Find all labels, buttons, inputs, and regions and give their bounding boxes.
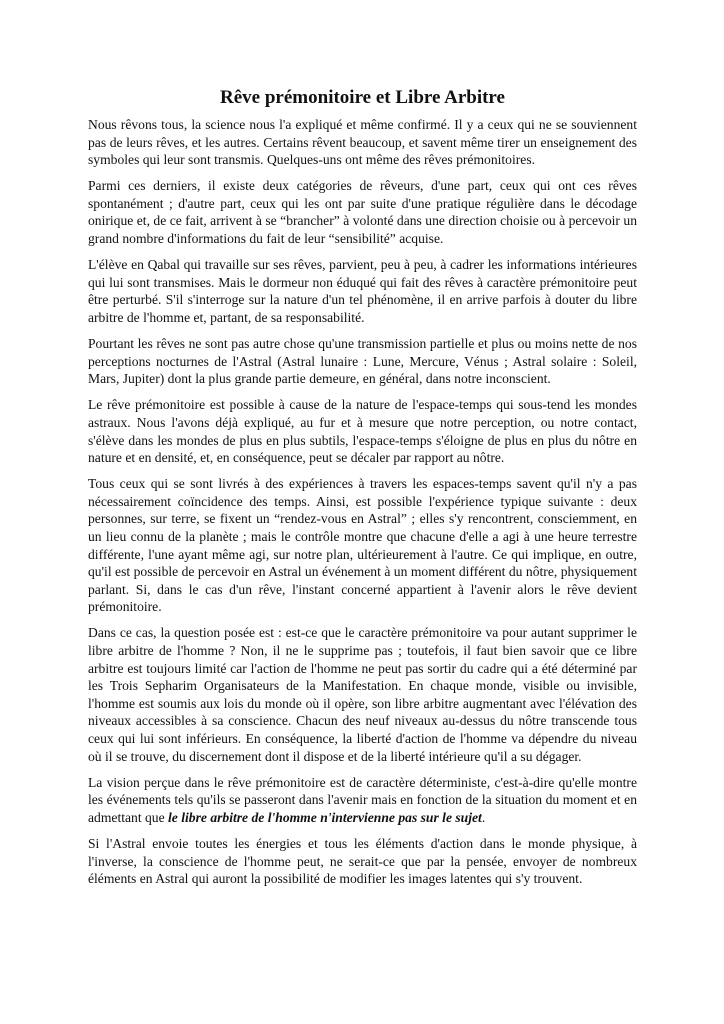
paragraph-1: Nous rêvons tous, la science nous l'a expliqué et même confirmé. Il y a ceux qui ne se souviennent pas de leurs rêves, et les autres. Certains rêvent beaucoup, et savent même tirer un enseignement des symboles qui leur sont transmis. Quelques-uns ont même des rêves prémonitoires. bbox=[88, 117, 637, 168]
paragraph-3: L'élève en Qabal qui travaille sur ses rêves, parvient, peu à peu, à cadrer les informations intérieures qui lui sont transmises. Mais le dormeur non éduqué qui fait des rêves à caractère prémonitoire peut être perturbé. S'il s'interroge sur la nature d'un tel phénomène, il en arrive parfois à douter du libre arbitre de l'homme et, partant, de sa responsabilité. bbox=[88, 257, 637, 325]
paragraph-2: Parmi ces derniers, il existe deux catégories de rêveurs, d'une part, ceux qui ont ces rêves spontanément ; d'autre part, ceux qui les ont par suite d'une pratique régulière dans le décodage onirique et, de ce fait, arrivent à se “brancher” à volonté dans une direction choisie ou à percevoir un grand nombre d'informations du fait de leur “sensibilité” acquise. bbox=[88, 178, 637, 247]
document-title: Rêve prémonitoire et Libre Arbitre bbox=[220, 87, 505, 108]
paragraph-8-text: La vision perçue dans le rêve prémonitoire est de caractère déterministe, c'est-à-dire qu'elle montre les événements tels qu'ils se passeront dans l'avenir mais en fonction de la situation du moment et en admettant que bbox=[88, 774, 637, 825]
paragraph-5: Le rêve prémonitoire est possible à cause de la nature de l'espace-temps qui sous-tend les mondes astraux. Nous l'avons déjà expliqué, au fur et à mesure que notre perception, ou notre contact, s'élève dans les mondes de plus en plus subtils, l'espace-temps s'éloigne de plus en plus du nôtre en nature et en densité, et, en conséquence, peut se décaler par rapport au nôtre. bbox=[88, 397, 637, 466]
paragraph-8-emphasis: le libre arbitre de l'homme n'intervienne pas sur le sujet bbox=[168, 809, 482, 825]
paragraph-7: Dans ce cas, la question posée est : est-ce que le caractère prémonitoire va pour autant supprimer le libre arbitre de l'homme ? Non, il ne le supprime pas ; toutefois, il faut bien savoir que ce libre arbitre est toujours limité car l'action de l'homme ne peut pas sortir du cadre qui a été déterminé par les Trois Sepharim Organisateurs de la Manifestation. En chaque monde, visible ou invisible, l'homme est soumis aux lois du monde où il opère, son libre arbitre augmentant avec l'élévation des niveaux accessibles à sa conscience. Chacun des neuf niveaux au-dessus du nôtre transcende tous ceux qui lui sont inférieurs. En conséquence, la liberté d'action de l'homme va dépendre du niveau où il se trouve, du discernement dont il dispose et de la liberté intérieure qu'il a su dégager. bbox=[88, 625, 637, 764]
document-page bbox=[88, 86, 637, 896]
paragraph-9: Si l'Astral envoie toutes les énergies et tous les éléments d'action dans le monde physique, à l'inverse, la conscience de l'homme peut, ne serait-ce que par la pensée, envoyer de nombreux éléments en Astral qui auront la possibilité de modifier les images latentes qui s'y trouvent. bbox=[88, 835, 637, 887]
paragraph-8-end: . bbox=[481, 809, 486, 825]
paragraph-4: Pourtant les rêves ne sont pas autre chose qu'une transmission partielle et plus ou moins nette de nos perceptions nocturnes de l'Astral (Astral lunaire : Lune, Mercure, Vénus ; Astral solaire : Soleil, Mars, Jupiter) dont la plus grande partie demeure, en général, dans notre inconscient. bbox=[88, 336, 637, 387]
paragraph-8 bbox=[88, 774, 637, 827]
paragraph-6: Tous ceux qui se sont livrés à des expériences à travers les espaces-temps savent qu'il n'y a pas nécessairement coïncidence des temps. Ainsi, est possible l'expérience typique suivante : deux personnes, sur terre, se fixent un “rendez-vous en Astral” ; elles s'y rencontrent, consciemment, en un lieu connu de la planète ; mais le contrôle montre que chacune d'elle a agi à une heure terrestre différente, l'une ayant même agi, sur notre plan, ultérieurement à l'autre. Ce qui implique, en outre, qu'il est possible de percevoir en Astral un événement à un moment différent du nôtre, physiquement parlant. Si, dans le cas d'un rêve, l'instant concerné appartient à l'avenir alors le rêve devient prémonitoire. bbox=[88, 476, 637, 615]
